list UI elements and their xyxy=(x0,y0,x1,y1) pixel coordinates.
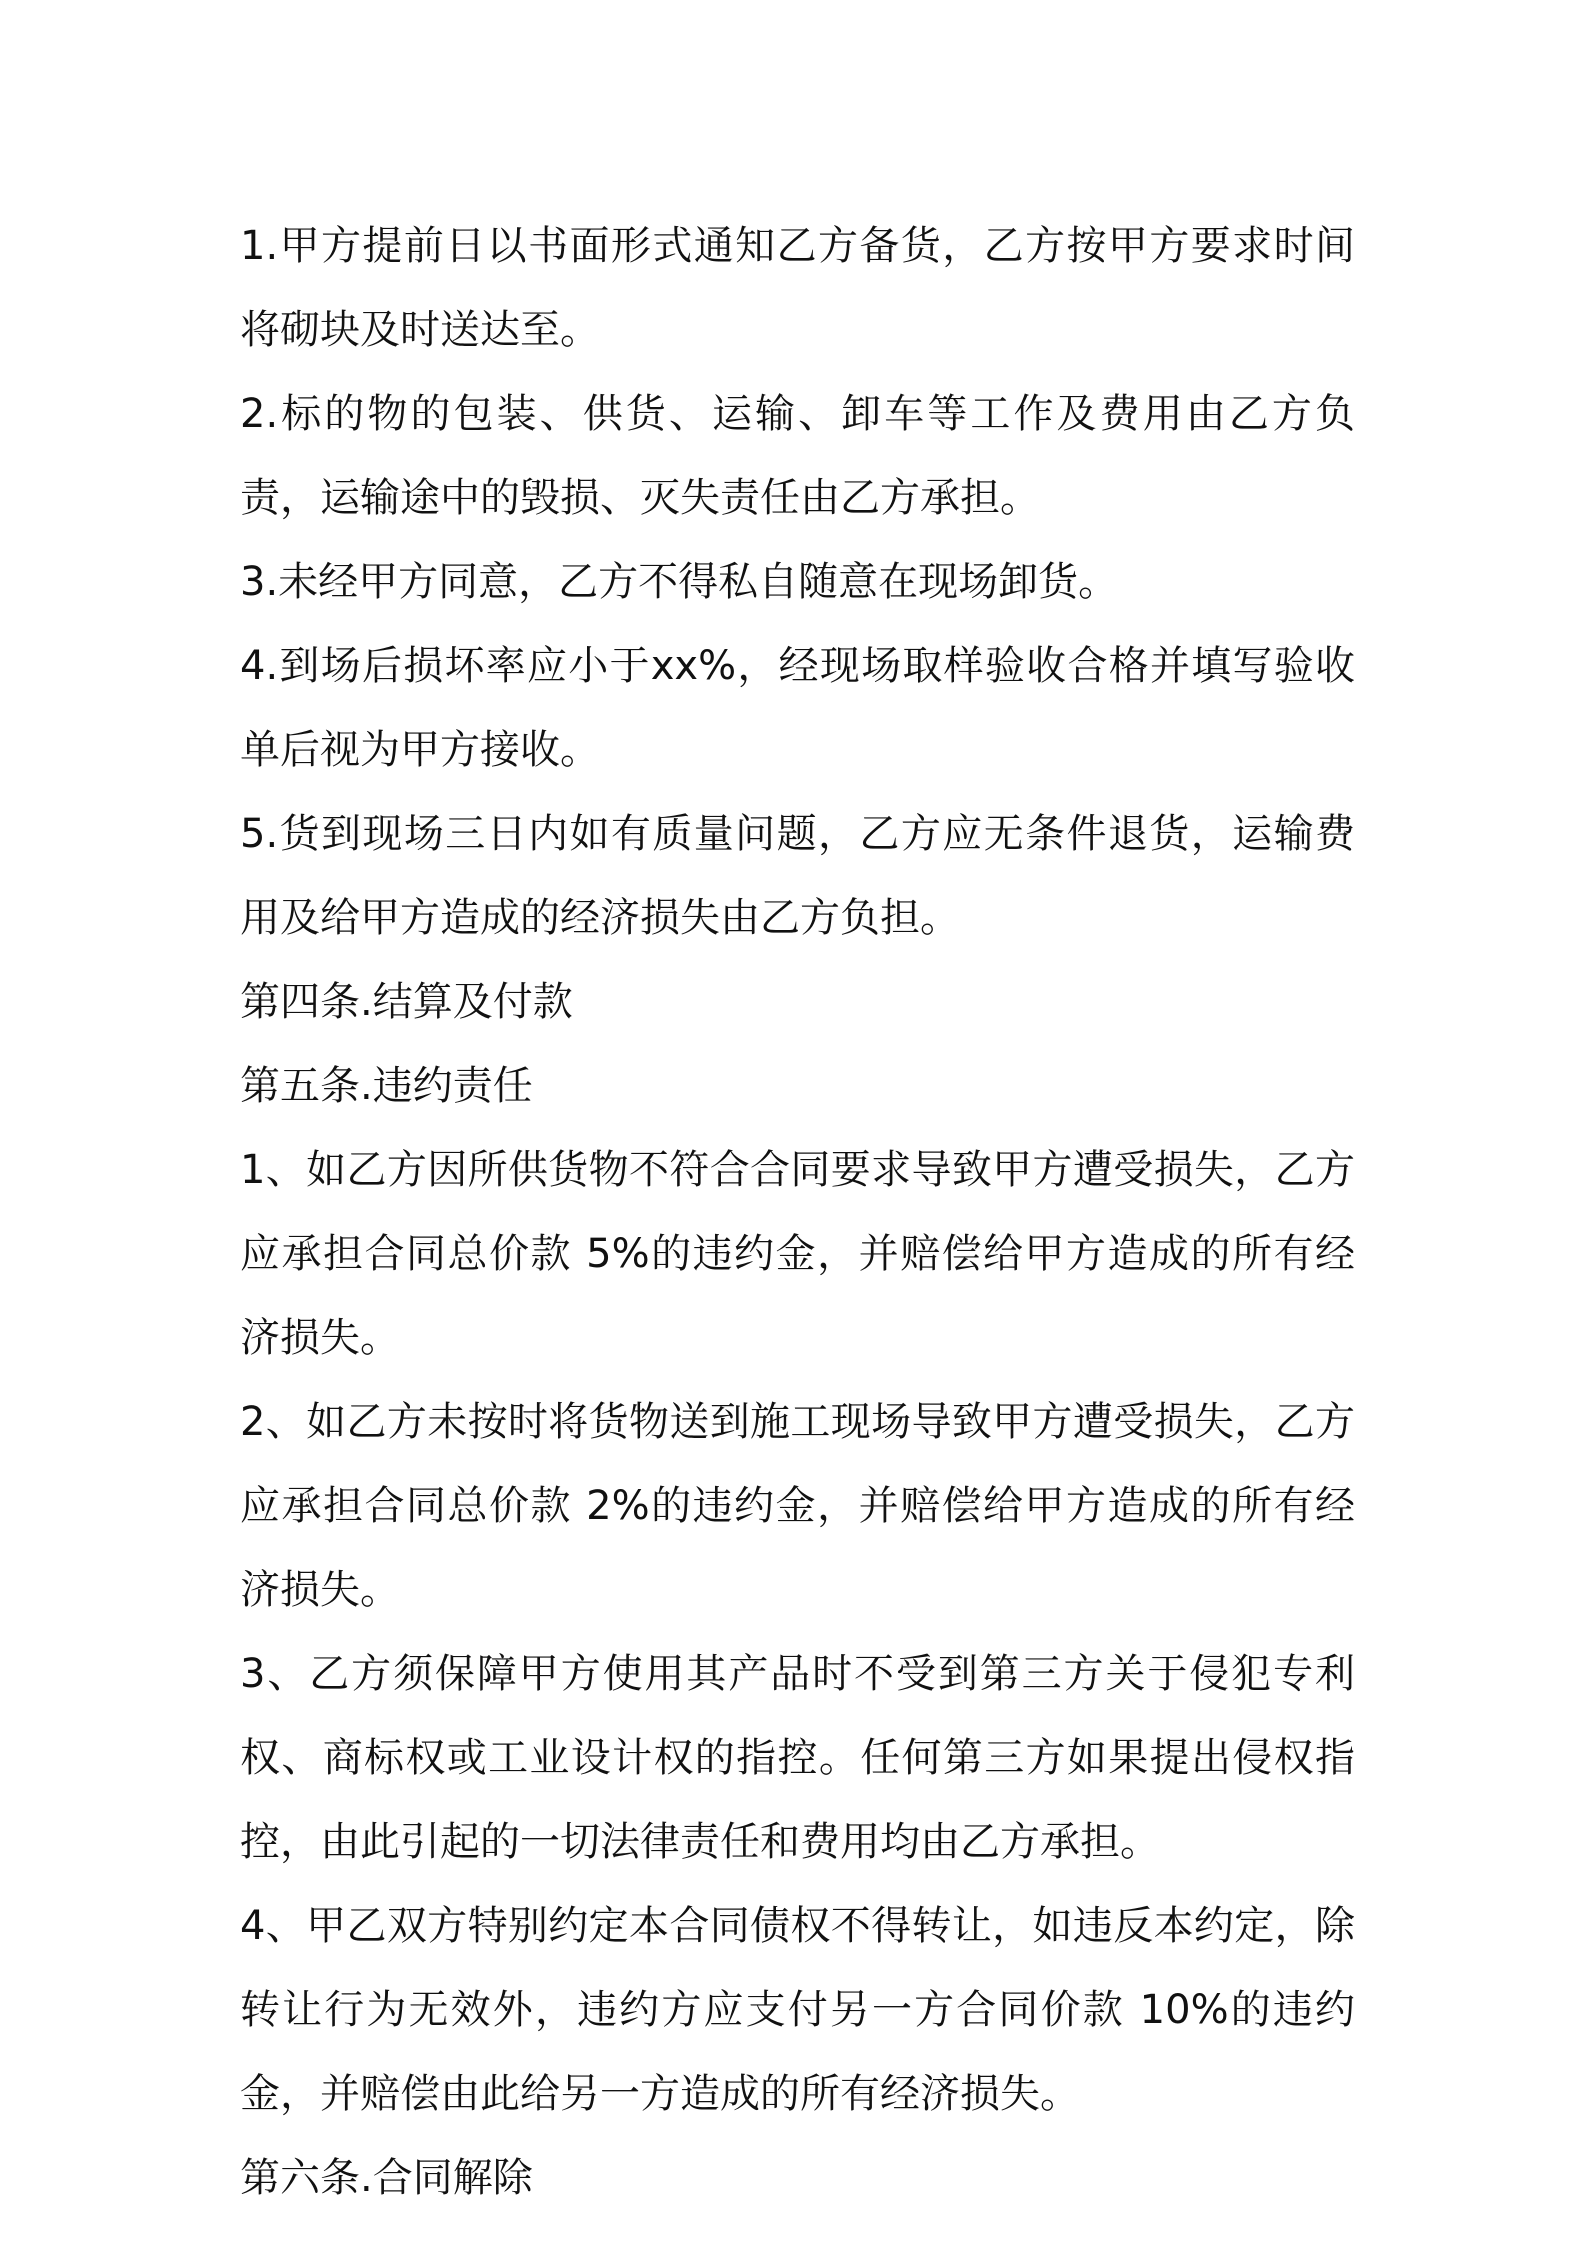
liability-item-2: 2、如乙方未按时将货物送到施工现场导致甲方遭受损失，乙方应承担合同总价款 2%的违约金，并赔偿给甲方造成的所有经济损失。 xyxy=(240,1399,1355,1613)
section-heading-liability: 第五条.违约责任 xyxy=(240,1063,533,1109)
liability-item-3: 3、乙方须保障甲方使用其产品时不受到第三方关于侵犯专利权、商标权或工业设计权的指控。任何第三方如果提出侵权指控，由此引起的一切法律责任和费用均由乙方承担。 xyxy=(240,1651,1355,1865)
clause-packaging-transport: 2.标的物的包装、供货、运输、卸车等工作及费用由乙方负责，运输途中的毁损、灭失责任由乙方承担。 xyxy=(240,391,1355,521)
section-heading-settlement: 第四条.结算及付款 xyxy=(240,979,573,1025)
clause-damage-rate: 4.到场后损坏率应小于xx%，经现场取样验收合格并填写验收单后视为甲方接收。 xyxy=(240,643,1355,773)
clause-quality-return: 5.货到现场三日内如有质量问题，乙方应无条件退货，运输费用及给甲方造成的经济损失由乙方负担。 xyxy=(240,811,1355,941)
clause-delivery-notice: 1.甲方提前日以书面形式通知乙方备货，乙方按甲方要求时间将砌块及时送达至。 xyxy=(240,223,1355,353)
clause-unloading-consent: 3.未经甲方同意，乙方不得私自随意在现场卸货。 xyxy=(240,559,1119,605)
liability-item-1: 1、如乙方因所供货物不符合合同要求导致甲方遭受损失，乙方应承担合同总价款 5%的违约金，并赔偿给甲方造成的所有经济损失。 xyxy=(240,1147,1355,1361)
document-body xyxy=(240,204,1355,2220)
section-heading-termination: 第六条.合同解除 xyxy=(240,2155,533,2201)
liability-item-4: 4、甲乙双方特别约定本合同债权不得转让，如违反本约定，除转让行为无效外，违约方应支付另一方合同价款 10%的违约金，并赔偿由此给另一方造成的所有经济损失。 xyxy=(240,1903,1355,2117)
